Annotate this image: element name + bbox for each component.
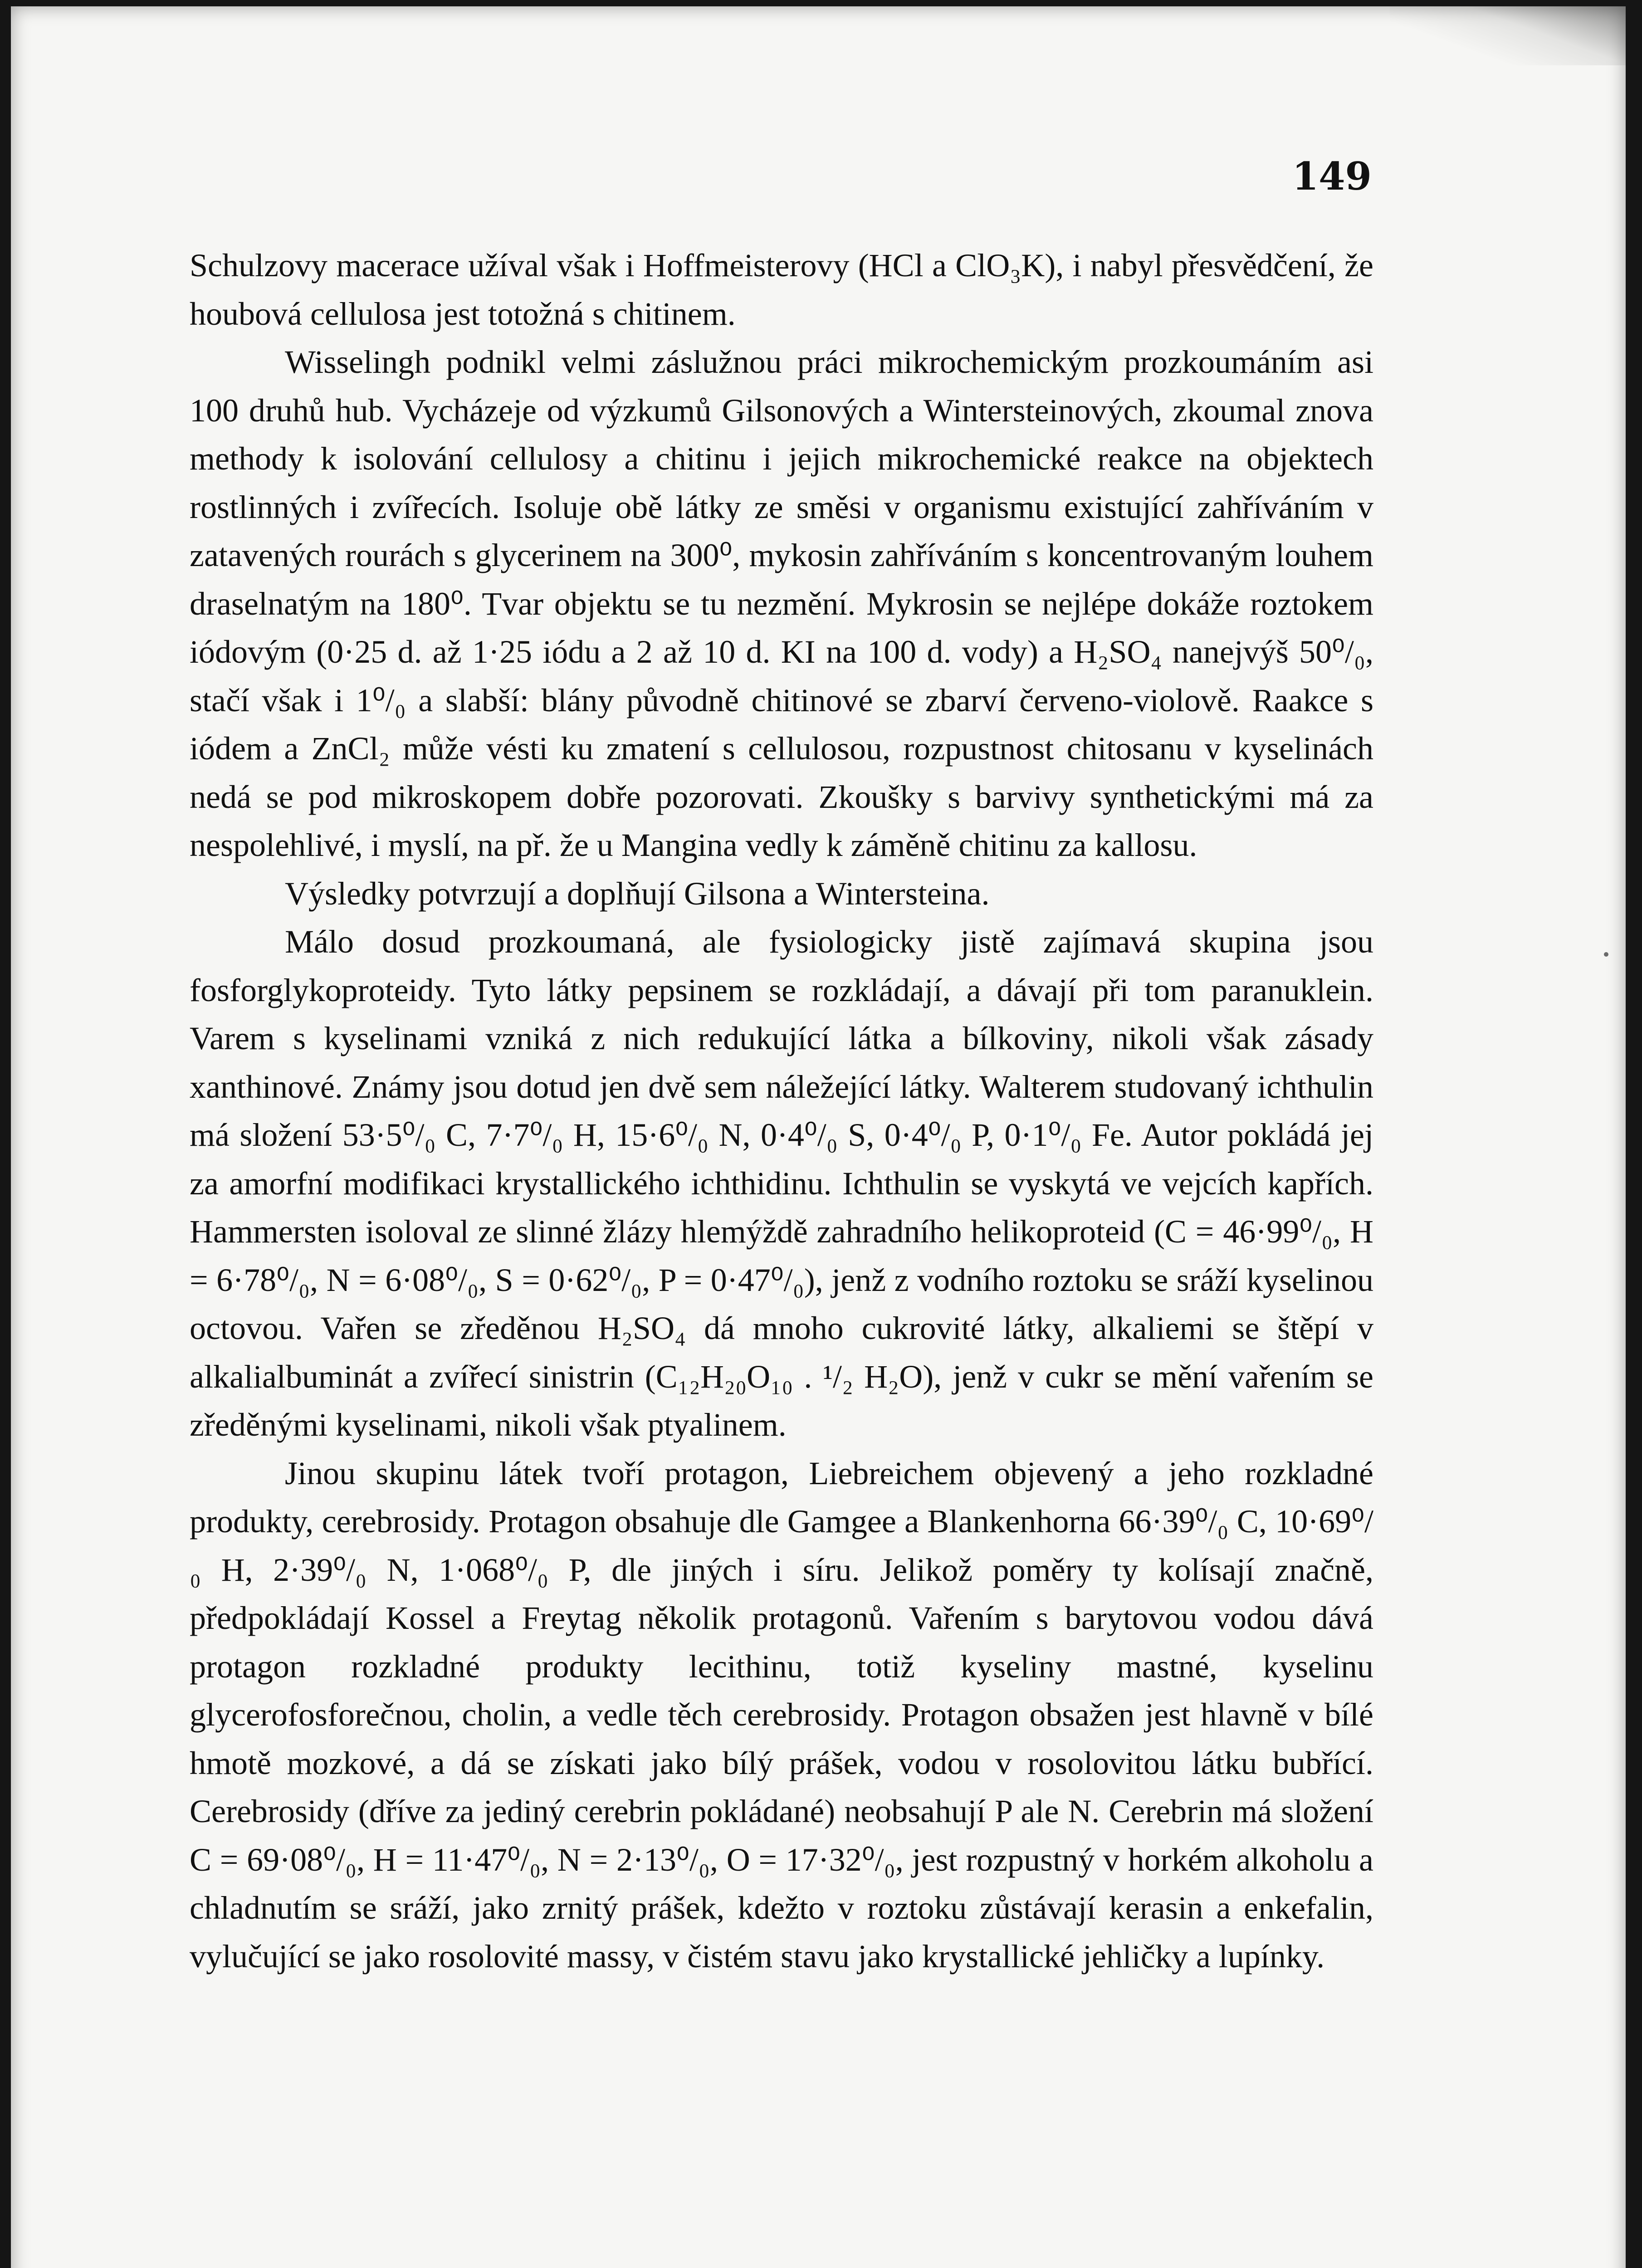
scan-speck xyxy=(1604,952,1608,957)
page-number: 149 xyxy=(1292,154,1372,199)
paragraph-5: Jinou skupinu látek tvoří protagon, Liebreichem objevený a jeho rozkladné produkty, cerebrosidy. Protagon obsahuje dle Gamgee a Blankenhorna 66·39⁰/₀ C, 10·69⁰/₀ H, 2·39⁰/₀ N, 1·068⁰/₀ P, dle jiných i síru. Jelikož poměry ty kolísají značně, předpokládají Kossel a Freytag několik protagonů. Vařením s barytovou vodou dává protagon rozkladné produkty lecithinu, totiž kyseliny mastné, kyselinu glycerofosforečnou, cholin, a vedle těch cerebrosidy. Protagon obsažen jest hlavně v bílé hmotě mozkové, a dá se získati jako bílý prášek, vodou v rosolovitou látku bubřící. Cerebrosidy (dříve za jediný cerebrin pokládané) neobsahují P ale N. Cerebrin má složení C = 69·08⁰/₀, H = 11·47⁰/₀, N = 2·13⁰/₀, O = 17·32⁰/₀, jest rozpustný v horkém alkoholu a chladnutím se sráží, jako zrnitý prášek, kdežto v roztoku zůstávají kerasin a enkefalin, vylučující se jako rosolovité massy, v čistém stavu jako krystallické jehličky a lupínky. xyxy=(190,1455,1373,1975)
paragraph-4: Málo dosud prozkoumaná, ale fysiologicky jistě zajímavá skupina jsou fosforglykoproteidy. Tyto látky pepsinem se rozkládají, a dávají při tom paranuklein. Varem s kyselinami vzniká z nich redukující látka a bílkoviny, nikoli však zásady xanthinové. Známy jsou dotud jen dvě sem náležející látky. Walterem studovaný ichthulin má složení 53·5⁰/₀ C, 7·7⁰/₀ H, 15·6⁰/₀ N, 0·4⁰/₀ S, 0·4⁰/₀ P, 0·1⁰/₀ Fe. Autor pokládá jej za amorfní modifikaci krystallického ichthidinu. Ichthulin se vyskytá ve vejcích kapřích. Hammersten isoloval ze slinné žlázy hlemýždě zahradního helikoproteid (C = 46·99⁰/₀, H = 6·78⁰/₀, N = 6·08⁰/₀, S = 0·62⁰/₀, P = 0·47⁰/₀), jenž z vodního roztoku se sráží kyselinou octovou. Vařen se zředěnou H₂SO₄ dá mnoho cukrovité látky, alkaliemi se štěpí v alkalialbuminát a zvířecí sinistrin (C₁₂H₂₀O₁₀ . ¹/₂ H₂O), jenž v cukr se mění vařením se zředěnými kyselinami, nikoli však ptyalinem. xyxy=(190,924,1373,1443)
paragraph-1: Schulzovy macerace užíval však i Hoffmeisterovy (HCl a ClO₃K), i nabyl přesvědčení, že houbová cellulosa jest totožná s chitinem. xyxy=(190,247,1373,332)
body-text xyxy=(190,241,1373,1980)
paragraph-3: Výsledky potvrzují a doplňují Gilsona a Wintersteina. xyxy=(285,875,990,912)
book-page xyxy=(11,6,1626,2268)
paragraph-2: Wisselingh podnikl velmi záslužnou práci mikrochemickým prozkoumáním asi 100 druhů hub. Vycházeje od výzkumů Gilsonových a Wintersteinových, zkoumal znova methody k isolování cellulosy a chitinu i jejich mikrochemické reakce na objektech rostlinných i zvířecích. Isoluje obě látky ze směsi v organismu existující zahříváním v zatavených rourách s glycerinem na 300⁰, mykosin zahříváním s koncentrovaným louhem draselnatým na 180⁰. Tvar objektu se tu nezmění. Mykrosin se nejlépe dokáže roztokem iódovým (0·25 d. až 1·25 iódu a 2 až 10 d. KI na 100 d. vody) a H₂SO₄ nanejvýš 50⁰/₀, stačí však i 1⁰/₀ a slabší: blány původně chitinové se zbarví červeno-violově. Raakce s iódem a ZnCl₂ může vésti ku zmatení s cellulosou, rozpustnost chitosanu v kyselinách nedá se pod mikroskopem dobře pozorovati. Zkoušky s barvivy synthetickými má za nespolehlivé, i myslí, na př. že u Mangina vedly k záměně chitinu za kallosu. xyxy=(190,344,1373,863)
page-corner-shadow xyxy=(1390,6,1626,65)
